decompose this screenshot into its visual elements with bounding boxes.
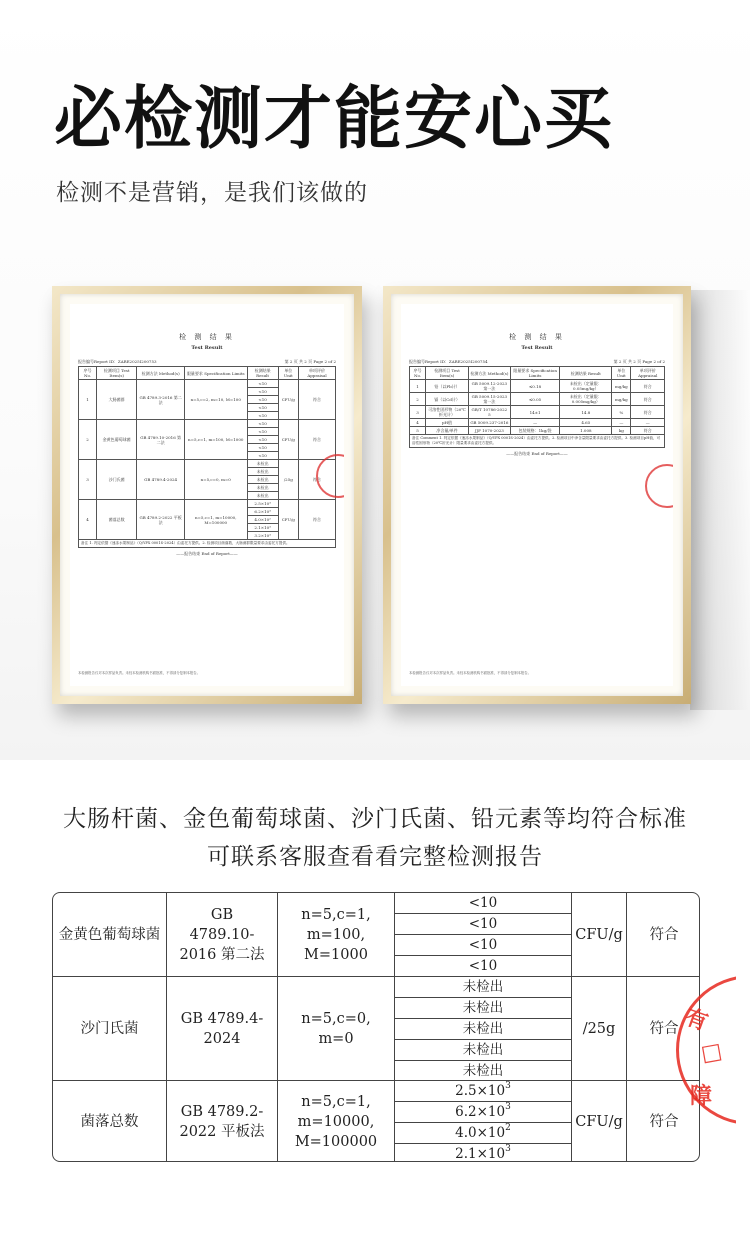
- table-cell-item: 镉（以Cd计）: [426, 393, 469, 406]
- table-cell-appraisal: 符合: [631, 427, 665, 435]
- frame-mat: [60, 294, 354, 696]
- result-mantissa: <10: [468, 895, 498, 911]
- frame-mat: [391, 294, 683, 696]
- table-row: [53, 1081, 700, 1162]
- result-cell: [395, 893, 571, 914]
- appraisal-cell: 符合: [649, 1114, 679, 1130]
- official-seal-icon: [645, 464, 673, 508]
- framed-certificate-left: [52, 286, 362, 704]
- table-cell-result: 未检出: [247, 492, 278, 500]
- limit-cell: n=5,c=1, m=100, M=1000: [278, 893, 395, 976]
- table-cell-item: 菌落总数: [96, 500, 136, 540]
- table-cell-no: 4: [79, 500, 97, 540]
- table-header: 单位 Unit: [612, 367, 631, 380]
- test-method-cell: GB 4789.4-2024: [167, 977, 278, 1080]
- table-header: 检测结果 Result: [560, 367, 612, 380]
- table-cell-method: GB 4789.10-2016 第二法: [137, 420, 185, 460]
- table-row: [79, 460, 336, 468]
- table-cell-limits: n=5,c=1, m=100, M=1000: [184, 420, 247, 460]
- table-cell-result: 1.008: [560, 427, 612, 435]
- limit-cell: n=5,c=0, m=0: [278, 977, 395, 1080]
- table-header: 序号 No.: [410, 367, 426, 380]
- test-item-cell: 金黄色葡萄球菌: [53, 893, 167, 976]
- result-cell: [395, 1061, 571, 1081]
- table-cell-result: 未检出: [247, 460, 278, 468]
- end-of-report: ——报告结束 End of Report——: [506, 451, 568, 456]
- note-label: 备注 Comment: [412, 436, 438, 440]
- table-cell-result: <10: [247, 420, 278, 428]
- result-mantissa: 4.0×10: [455, 1125, 506, 1141]
- table-header: 单位 Unit: [278, 367, 298, 380]
- table-cell-result: <10: [247, 452, 278, 460]
- table-cell-method: GB 4789.4-2024: [137, 460, 185, 500]
- table-cell-no: 2: [79, 420, 97, 460]
- end-of-report: ——报告结束 End of Report——: [176, 551, 238, 556]
- result-mantissa: 2.5×10: [455, 1083, 506, 1099]
- table-cell-result: 4.65: [560, 419, 612, 427]
- table-cell-appraisal: 符合: [631, 380, 665, 393]
- table-cell-result: 3.2×10³: [247, 532, 278, 540]
- certificate-paper: [401, 304, 673, 686]
- table-cell-limits: n=5,c=2, m=10, M=100: [184, 380, 247, 420]
- note-text: 1. 判定依据《速冻水果制品》（Q/YPX 0001S-2024）由委托方提供。2. 检测项目中净含量限量要求由委托方提供。3. 检测项目pH值，可溶性固形物（20℃折光计）限量要求由委托方提供。: [412, 436, 661, 445]
- table-cell-unit: mg/kg: [612, 393, 631, 406]
- table-header: 检测项目 Test Item(s): [426, 367, 469, 380]
- table-cell-unit: CFU/g: [278, 500, 298, 540]
- result-cell: [395, 956, 571, 976]
- certificate-footer: 本检测报告仅对本次样品负责。未经本检测机构书面批准，不得部分复制本报告。: [409, 671, 532, 675]
- page-subtitle: 检测不是营销，是我们该做的: [56, 180, 368, 206]
- result-exponent: 3: [505, 1144, 511, 1154]
- result-mantissa: 未检出: [462, 1021, 504, 1037]
- result-cell: [395, 998, 571, 1019]
- result-cell: [395, 914, 571, 935]
- appraisal-cell: 符合: [649, 926, 679, 943]
- table-cell-result: <10: [247, 436, 278, 444]
- contact-caption: 可联系客服查看看完整检测报告: [207, 844, 543, 870]
- result-cell: [395, 1081, 571, 1102]
- unit-cell: CFU/g: [572, 893, 627, 976]
- result-exponent: 3: [505, 1081, 511, 1091]
- table-cell-item: pH值: [426, 419, 469, 427]
- table-row: [79, 500, 336, 508]
- table-header: 检测方法 Method(s): [137, 367, 185, 380]
- table-header: 限量要求 Specification Limits: [510, 367, 560, 380]
- certificate-note: [78, 540, 336, 548]
- table-cell-limits: n=5,c=0, m=0: [184, 460, 247, 500]
- table-cell-appraisal: 符合: [631, 406, 665, 419]
- certificate-note: [409, 435, 665, 448]
- table-cell-no: 1: [410, 380, 426, 393]
- result-column: [395, 1081, 572, 1162]
- table-cell-appraisal: 符合: [298, 460, 335, 500]
- table-cell-item: 沙门氏菌: [96, 460, 136, 500]
- result-cell: [395, 1102, 571, 1123]
- certificate-footer: 本检测报告仅对本次样品负责。未经本检测机构书面批准，不得部分复制本报告。: [78, 671, 201, 675]
- certificate-title: 检 测 结 果: [179, 333, 235, 341]
- result-mantissa: 未检出: [462, 1000, 504, 1016]
- unit-cell: /25g: [572, 977, 627, 1080]
- result-mantissa: 未检出: [462, 979, 504, 995]
- official-seal-icon: 有 □ 障: [676, 975, 736, 1125]
- table-cell-no: 4: [410, 419, 426, 427]
- certificate-title-en: Test Result: [191, 345, 223, 351]
- result-mantissa: 2.1×10: [455, 1146, 506, 1162]
- certificate-title: 检 测 结 果: [509, 333, 565, 341]
- result-exponent: 2: [505, 1123, 511, 1133]
- page-indicator: 第 2 页 共 2 页 Page 2 of 2: [284, 359, 336, 364]
- table-cell-unit: kg: [612, 427, 631, 435]
- table-cell-result: <10: [247, 380, 278, 388]
- wall-shadow: [690, 290, 750, 710]
- table-cell-method: GB 5009.12-2023 第一法: [468, 380, 510, 393]
- table-cell-appraisal: 符合: [298, 380, 335, 420]
- table-cell-method: GB 4789.3-2016 第二法: [137, 380, 185, 420]
- table-header: 限量要求 Specification Limits: [184, 367, 247, 380]
- page-indicator: 第 2 页 共 2 页 Page 2 of 2: [613, 359, 665, 364]
- table-cell-appraisal: —: [631, 419, 665, 427]
- table-cell-appraisal: 符合: [298, 500, 335, 540]
- result-cell: [395, 1040, 571, 1061]
- table-cell-result: 2.5×10³: [247, 500, 278, 508]
- result-mantissa: <10: [468, 958, 498, 974]
- page-title: 必检测才能安心买: [54, 80, 615, 159]
- table-cell-result: 4.0×10²: [247, 516, 278, 524]
- result-mantissa: <10: [468, 937, 498, 953]
- table-cell-unit: CFU/g: [278, 380, 298, 420]
- table-cell-result: 未检出（定量限：0.005mg/kg）: [560, 393, 612, 406]
- table-cell-item: 金黄色葡萄球菌: [96, 420, 136, 460]
- limit-cell: n=5,c=1, m=10000, M=100000: [278, 1081, 395, 1162]
- note-label: 备注: [81, 541, 89, 545]
- table-cell-item: 可溶性固形物（20℃折光计）: [426, 406, 469, 419]
- summary-caption: 大肠杆菌、金色葡萄球菌、沙门氏菌、铅元素等均符合标准: [63, 806, 687, 832]
- table-cell-result: 14.8: [560, 406, 612, 419]
- test-method-cell: GB 4789.2-2022 平板法: [167, 1081, 278, 1162]
- table-cell-item: 铅（以Pb计）: [426, 380, 469, 393]
- table-row: [53, 977, 700, 1081]
- table-cell-result: 未检出: [247, 468, 278, 476]
- certificate-meta: [78, 359, 336, 365]
- table-cell-result: <10: [247, 444, 278, 452]
- table-row: [79, 380, 336, 388]
- result-exponent: 3: [505, 1102, 511, 1112]
- table-cell-result: <10: [247, 388, 278, 396]
- test-item-cell: 沙门氏菌: [53, 977, 167, 1080]
- table-row: [79, 420, 336, 428]
- table-cell-result: <10: [247, 412, 278, 420]
- result-cell: [395, 1123, 571, 1144]
- table-cell-item: 大肠菌群: [96, 380, 136, 420]
- certificate-table: [78, 366, 336, 540]
- table-cell-result: 未检出: [247, 476, 278, 484]
- certificate-title-en: Test Result: [521, 345, 553, 351]
- table-cell-appraisal: 符合: [298, 420, 335, 460]
- table-cell-method: GB 4789.2-2022 平板法: [137, 500, 185, 540]
- table-cell-item: 净含量/单件: [426, 427, 469, 435]
- result-mantissa: 6.2×10: [455, 1104, 506, 1120]
- appraisal-cell: 符合: [649, 1020, 679, 1037]
- table-cell-result: 6.2×10³: [247, 508, 278, 516]
- result-cell: [395, 1144, 571, 1162]
- framed-certificate-right: [383, 286, 691, 704]
- table-cell-unit: —: [612, 419, 631, 427]
- table-cell-unit: CFU/g: [278, 420, 298, 460]
- result-column: [395, 893, 572, 976]
- table-row: [410, 427, 665, 435]
- test-item-cell: 菌落总数: [53, 1081, 167, 1162]
- result-mantissa: <10: [468, 916, 498, 932]
- table-header: 检测方法 Method(s): [468, 367, 510, 380]
- table-header: 单项评价 Appraisal: [631, 367, 665, 380]
- result-cell: [395, 1019, 571, 1040]
- table-header: 检测项目 Test Item(s): [96, 367, 136, 380]
- table-row: [410, 419, 665, 427]
- table-cell-method: JJF 1070-2023: [468, 427, 510, 435]
- table-cell-limits: ≤0.18: [510, 380, 560, 393]
- note-text: 1. 判定依据《速冻水果制品》（Q/YPX 0001S-2024）由委托方提供。2. 检测项目菌落数，大肠菌群限量要求由委托方提供。: [89, 541, 290, 545]
- unit-cell: CFU/g: [572, 1081, 627, 1162]
- result-cell: [395, 977, 571, 998]
- test-result-detail-table: [52, 892, 700, 1162]
- table-cell-appraisal: 符合: [631, 393, 665, 406]
- table-cell-result: 未检出（定量限：0.05mg/kg）: [560, 380, 612, 393]
- test-method-cell: GB 4789.10-2016 第二法: [167, 893, 278, 976]
- table-cell-no: 1: [79, 380, 97, 420]
- certificate-meta: [409, 359, 665, 365]
- table-cell-unit: /25g: [278, 460, 298, 500]
- report-id: 报告编号Report ID：ZARE2025I200753: [78, 359, 157, 364]
- table-cell-result: <10: [247, 404, 278, 412]
- table-cell-unit: mg/kg: [612, 380, 631, 393]
- table-cell-method: GB 5009.237-2016: [470, 420, 509, 425]
- table-cell-method: GB/T 10786-2022 5: [468, 406, 510, 419]
- table-row: [410, 380, 665, 393]
- result-cell: [395, 935, 571, 956]
- table-cell-no: 3: [79, 460, 97, 500]
- table-header: 检测结果 Result: [247, 367, 278, 380]
- table-cell-limits: —: [510, 419, 560, 427]
- result-mantissa: 未检出: [462, 1042, 504, 1058]
- table-cell-result: <10: [247, 428, 278, 436]
- table-row: [53, 893, 700, 977]
- table-cell-limits: ≤0.05: [510, 393, 560, 406]
- certificate-table: [409, 366, 665, 435]
- table-cell-no: 3: [410, 406, 426, 419]
- result-column: [395, 977, 572, 1080]
- table-row: [410, 393, 665, 406]
- table-cell-limits: n=5,c=1, m=10000, M=100000: [184, 500, 247, 540]
- table-cell-limits: 包装规格：1kg/袋: [510, 427, 560, 435]
- table-cell-no: 2: [410, 393, 426, 406]
- certificate-paper: [70, 304, 344, 686]
- table-header: 单项评价 Appraisal: [298, 367, 335, 380]
- report-id: 报告编号Report ID：ZARE2025I200754: [409, 359, 488, 364]
- table-cell-result: <10: [247, 396, 278, 404]
- table-row: [410, 406, 665, 419]
- table-cell-limits: 14±1: [510, 406, 560, 419]
- result-mantissa: 未检出: [462, 1063, 504, 1079]
- table-cell-no: 5: [410, 427, 426, 435]
- table-cell-unit: %: [612, 406, 631, 419]
- table-header: 序号 No.: [79, 367, 97, 380]
- table-cell-method: GB 5009.15-2023 第一法: [468, 393, 510, 406]
- table-cell-result: 未检出: [247, 484, 278, 492]
- table-cell-result: 2.1×10³: [247, 524, 278, 532]
